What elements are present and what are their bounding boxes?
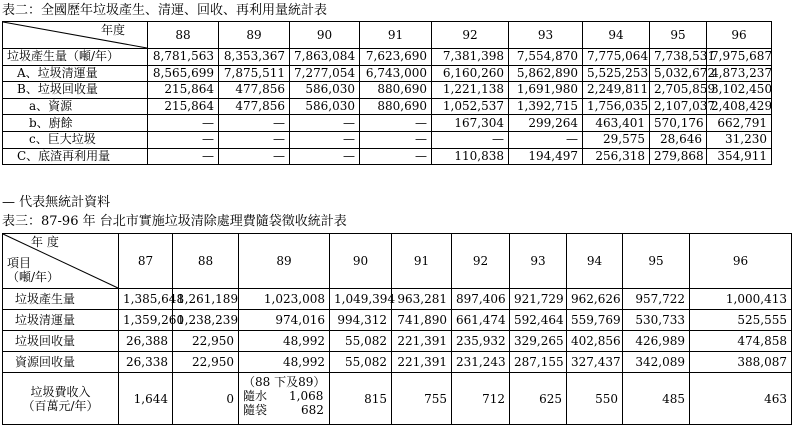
cell: 994,312 — [330, 310, 392, 331]
cell: — — [360, 148, 432, 165]
cell: 1,644 — [119, 373, 173, 425]
cell: 194,497 — [509, 148, 583, 165]
cell: 110,838 — [432, 148, 509, 165]
cell: 1,221,138 — [432, 82, 509, 99]
cell: 299,264 — [509, 115, 583, 132]
cell: 485 — [623, 373, 690, 425]
cell: 221,391 — [392, 352, 452, 373]
table2-year-93: 93 — [509, 22, 583, 49]
cell: 215,864 — [148, 82, 219, 99]
table3-header-unit: （噸/年） — [7, 270, 60, 284]
row-label: A、垃圾清運量 — [3, 65, 148, 82]
cell: — — [219, 131, 290, 148]
cell: 7,863,084 — [290, 49, 360, 66]
cell: 7,554,870 — [509, 49, 583, 66]
cell: 0 — [173, 373, 239, 425]
table3-header-item-block — [7, 256, 59, 284]
cell: 279,868 — [650, 148, 707, 165]
cell: 1,359,260 — [119, 310, 173, 331]
table2-national-waste — [2, 21, 772, 165]
fee-89-note: （88 下及89） — [243, 375, 326, 389]
table3-year-88: 88 — [173, 234, 239, 289]
cell: 235,932 — [452, 331, 510, 352]
cell: 7,381,398 — [432, 49, 509, 66]
cell: 5,525,253 — [583, 65, 650, 82]
cell: 7,875,511 — [219, 65, 290, 82]
cell: 815 — [330, 373, 392, 425]
cell: 963,281 — [392, 289, 452, 310]
diagonal-line — [3, 22, 147, 48]
cell: 26,388 — [119, 331, 173, 352]
table-row — [3, 331, 792, 352]
row-label: 垃圾產生量（噸/年） — [3, 49, 148, 66]
cell: 463 — [690, 373, 792, 425]
cell: 1,392,715 — [509, 98, 583, 115]
row-label: B、垃圾回收量 — [3, 82, 148, 99]
table-row — [3, 49, 772, 66]
cell: 880,690 — [360, 98, 432, 115]
cell: 388,087 — [690, 352, 792, 373]
cell: 974,016 — [239, 310, 330, 331]
cell: 329,265 — [510, 331, 567, 352]
table3-header-corner — [3, 234, 119, 289]
cell: 586,030 — [290, 98, 360, 115]
table3-year-90: 90 — [330, 234, 392, 289]
cell: — — [290, 131, 360, 148]
cell: 2,249,811 — [583, 82, 650, 99]
table2-year-88: 88 — [148, 22, 219, 49]
cell: 592,464 — [510, 310, 567, 331]
cell: 231,243 — [452, 352, 510, 373]
fee-89-water-label: 隨水 — [243, 389, 268, 403]
table3-year-93: 93 — [510, 234, 567, 289]
fee-89-block — [243, 375, 325, 417]
row-label: 垃圾回收量 — [3, 331, 119, 352]
cell: 167,304 — [432, 115, 509, 132]
cell: 28,646 — [650, 131, 707, 148]
cell-89-split — [239, 373, 330, 425]
cell: 426,989 — [623, 331, 690, 352]
cell: — — [148, 131, 219, 148]
cell: 477,856 — [219, 98, 290, 115]
cell: 354,911 — [707, 148, 772, 165]
table-row — [3, 352, 792, 373]
table-row — [3, 82, 772, 99]
cell: 342,089 — [623, 352, 690, 373]
cell: 1,023,008 — [239, 289, 330, 310]
table2-header-label: 年度 — [100, 23, 125, 37]
cell: 31,230 — [707, 131, 772, 148]
table-row — [3, 148, 772, 165]
fee-label-line1: 垃圾費收入 — [30, 384, 91, 399]
cell: 525,555 — [690, 310, 792, 331]
row-label: c、巨大垃圾 — [3, 131, 148, 148]
cell: 1,691,980 — [509, 82, 583, 99]
cell: 755 — [392, 373, 452, 425]
table3-year-95: 95 — [623, 234, 690, 289]
table3-year-89: 89 — [239, 234, 330, 289]
row-label: 資源回收量 — [3, 352, 119, 373]
cell: 6,743,000 — [360, 65, 432, 82]
cell: 7,738,531 — [650, 49, 707, 66]
cell: 8,565,699 — [148, 65, 219, 82]
cell: 662,791 — [707, 115, 772, 132]
cell: 570,176 — [650, 115, 707, 132]
cell: 22,950 — [173, 352, 239, 373]
table-row — [3, 131, 772, 148]
cell: 8,781,563 — [148, 49, 219, 66]
cell: 215,864 — [148, 98, 219, 115]
cell: — — [148, 115, 219, 132]
cell: 586,030 — [290, 82, 360, 99]
cell: 712 — [452, 373, 510, 425]
cell: 402,856 — [567, 331, 623, 352]
row-label-fee — [3, 373, 119, 425]
row-label: 垃圾清運量 — [3, 310, 119, 331]
table2-year-94: 94 — [583, 22, 650, 49]
row-label: a、資源 — [3, 98, 148, 115]
cell: 463,401 — [583, 115, 650, 132]
cell: 7,277,054 — [290, 65, 360, 82]
cell: 8,353,367 — [219, 49, 290, 66]
fee-label-line2: （百萬元/年） — [22, 398, 99, 413]
cell: 921,729 — [510, 289, 567, 310]
cell: 559,769 — [567, 310, 623, 331]
cell: 880,690 — [360, 82, 432, 99]
table2-header-row — [3, 22, 772, 49]
cell: 625 — [510, 373, 567, 425]
table2-year-96: 96 — [707, 22, 772, 49]
cell: 5,032,672 — [650, 65, 707, 82]
cell: 22,950 — [173, 331, 239, 352]
table2-year-90: 90 — [290, 22, 360, 49]
table-row — [3, 65, 772, 82]
cell: 1,049,394 — [330, 289, 392, 310]
cell: 7,975,687 — [707, 49, 772, 66]
table3-year-91: 91 — [392, 234, 452, 289]
cell: — — [432, 131, 509, 148]
cell: — — [290, 115, 360, 132]
table2-header-corner — [3, 22, 148, 49]
cell: — — [360, 131, 432, 148]
cell: — — [509, 131, 583, 148]
cell: 6,160,260 — [432, 65, 509, 82]
table3-caption: 表三：87-96 年 台北市實施垃圾清除處理費隨袋徵收統計表 — [2, 214, 347, 229]
table3-header-row — [3, 234, 792, 289]
table2-year-91: 91 — [360, 22, 432, 49]
table-row-fee — [3, 373, 792, 425]
cell: — — [219, 148, 290, 165]
cell: 1,261,189 — [173, 289, 239, 310]
table-row — [3, 289, 792, 310]
table2-year-95: 95 — [650, 22, 707, 49]
cell: 4,873,237 — [707, 65, 772, 82]
cell: 287,155 — [510, 352, 567, 373]
row-label: 垃圾產生量 — [3, 289, 119, 310]
fee-89-bag-label: 隨袋 — [243, 403, 268, 417]
table3-taipei-fee — [2, 233, 792, 425]
fee-89-bag-value: 682 — [301, 403, 324, 417]
cell: 550 — [567, 373, 623, 425]
table-row — [3, 98, 772, 115]
cell: — — [219, 115, 290, 132]
table3-header-year: 年 度 — [31, 235, 59, 249]
cell: — — [290, 148, 360, 165]
cell: 48,992 — [239, 352, 330, 373]
table3-year-92: 92 — [452, 234, 510, 289]
cell: 29,575 — [583, 131, 650, 148]
cell: 221,391 — [392, 331, 452, 352]
cell: 477,856 — [219, 82, 290, 99]
cell: 741,890 — [392, 310, 452, 331]
cell: — — [360, 115, 432, 132]
table2-footnote: — 代表無統計資料 — [2, 195, 111, 210]
cell: 7,775,064 — [583, 49, 650, 66]
row-label: C、底渣再利用量 — [3, 148, 148, 165]
cell: 897,406 — [452, 289, 510, 310]
cell: 48,992 — [239, 331, 330, 352]
row-label: b、廚餘 — [3, 115, 148, 132]
cell: 5,862,890 — [509, 65, 583, 82]
cell: 474,858 — [690, 331, 792, 352]
cell: 530,733 — [623, 310, 690, 331]
cell: 3,102,450 — [707, 82, 772, 99]
cell: 327,437 — [567, 352, 623, 373]
cell: 661,474 — [452, 310, 510, 331]
cell: 2,705,859 — [650, 82, 707, 99]
table3-header-item: 項目 — [7, 256, 32, 270]
cell: 26,338 — [119, 352, 173, 373]
table-row — [3, 115, 772, 132]
cell: 1,238,239 — [173, 310, 239, 331]
table2-caption: 表二：全國歷年垃圾產生、清運、回收、再利用量統計表 — [2, 3, 328, 18]
cell: 55,082 — [330, 352, 392, 373]
cell: 957,722 — [623, 289, 690, 310]
fee-89-water-value: 1,068 — [289, 389, 324, 403]
table3-year-87: 87 — [119, 234, 173, 289]
cell: 1,000,413 — [690, 289, 792, 310]
cell: 256,318 — [583, 148, 650, 165]
cell: 962,626 — [567, 289, 623, 310]
cell: 2,107,037 — [650, 98, 707, 115]
table3-year-96: 96 — [690, 234, 792, 289]
table2-year-89: 89 — [219, 22, 290, 49]
cell: 1,385,648 — [119, 289, 173, 310]
table3-year-94: 94 — [567, 234, 623, 289]
cell: 1,756,035 — [583, 98, 650, 115]
cell: 1,052,537 — [432, 98, 509, 115]
cell: 55,082 — [330, 331, 392, 352]
cell: 2,408,429 — [707, 98, 772, 115]
table-row — [3, 310, 792, 331]
cell: — — [148, 148, 219, 165]
cell: 7,623,690 — [360, 49, 432, 66]
table2-year-92: 92 — [432, 22, 509, 49]
